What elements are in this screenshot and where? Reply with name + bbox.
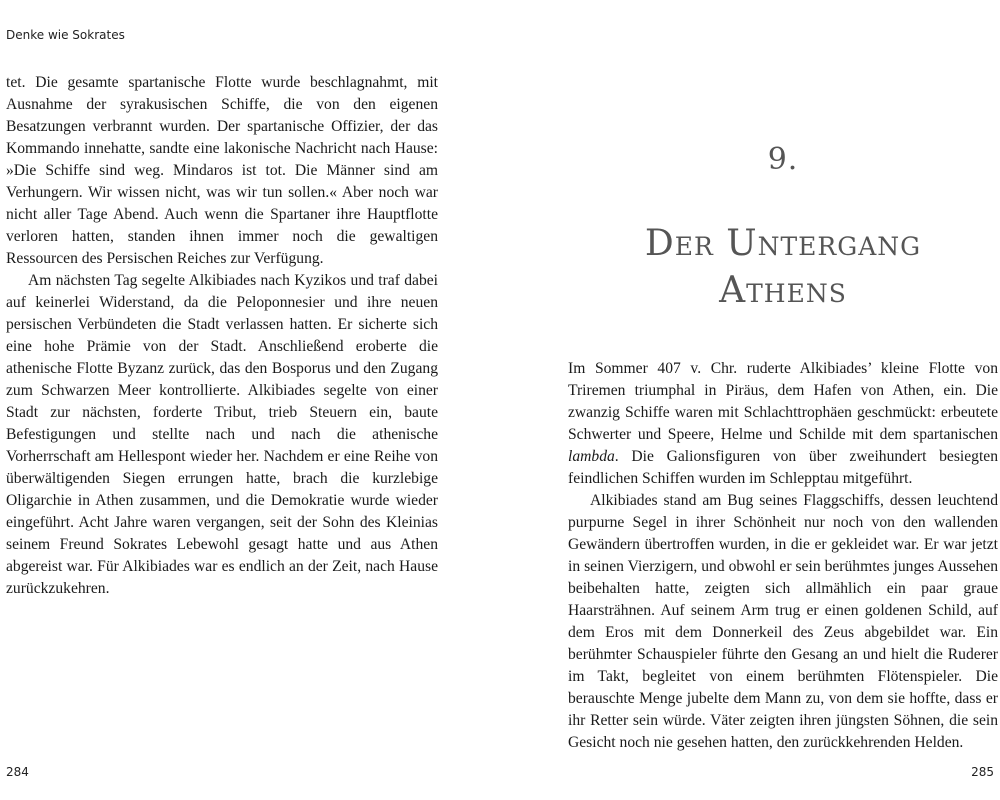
lambda-italic: lambda [568,448,615,465]
running-head: Denke wie Sokrates [6,28,125,42]
left-paragraph-1: tet. Die gesamte spartanische Flotte wurde beschlagnahmt, mit Ausnahme der syrakusischen Schiffe, die von den eigenen Besatzungen verbrannt wurden. Der spartanische Offizier, der das Kommando innehatte, sandte eine lakonische Nachricht nach Hause: »Die Schiffe sind weg. Mindaros ist tot. Die Männer sind am Verhungern. Wir wissen nicht, was wir tun sollen.« Aber noch war nicht aller Tage Abend. Auch wenn die Spartaner ihre Hauptflotte verloren hatten, standen ihnen immer noch die gewaltigen Ressourcen des Persischen Reiches zur Verfügung. [6,74,438,267]
chapter-title-line-2: Athens [719,270,847,311]
right-paragraph-1-part-b: . Die Galionsfiguren von über zweihundert besiegten feindlichen Schiffen wurden im Schlepptau mitgeführt. [568,448,998,487]
right-paragraph-2: Alkibiades stand am Bug seines Flaggschiffs, dessen leuchtend purpurne Segel in ihrer Schönheit nur noch von den wallenden Gewändern übertroffen wurden, in die er gekleidet war. Er war jetzt in seinen Vierzigern, und obwohl er sein berühmtes junges Aussehen beibehalten hatte, zeigten sich allmählich ein paar graue Haarsträhnen. Auf seinem Arm trug er einen goldenen Schild, auf dem Eros mit dem Donnerkeil des Zeus abgebildet war. Ein berühmter Schauspieler führte den Gesang an und hielt die Ruderer im Takt, begleitet von einem berühmten Flötenspieler. Die berauschte Menge jubelte dem Mann zu, von dem sie hoffte, dass er ihr Retter sein würde. Väter zeigten ihren jüngsten Söhnen, die sein Gesicht noch nie gesehen hatten, den zurückkehrenden Helden. [568,492,998,751]
chapter-title-line-1: Der Untergang [644,223,922,264]
left-page-text [6,72,438,600]
right-page-text [568,358,998,754]
left-paragraph-2: Am nächsten Tag segelte Alkibiades nach Kyzikos und traf dabei auf keinerlei Widerstand, da die Peloponnesier und ihre neuen persischen Verbündeten die Stadt verlassen hatten. Er sicherte sich eine hohe Prämie von der Stadt. Anschließend eroberte die athenische Flotte Byzanz zurück, das den Bosporus und den Zugang zum Schwarzen Meer kontrollierte. Alkibiades segelte von einer Stadt zur nächsten, forderte Tribut, trieb Steuern ein, baute Befestigungen und stellte nach und nach die athenische Vorherrschaft am Hellespont wieder her. Nachdem er eine Reihe von überwältigenden Siegen errungen hatte, brach die kurzlebige Oligarchie in Athen zusammen, und die Demokratie wurde wieder eingeführt. Acht Jahre waren vergangen, seit der Sohn des Kleinias seinem Freund Sokrates Lebewohl gesagt hatte und aus Athen abgereist war. Für Alkibiades war es endlich an der Zeit, nach Hause zurückzukehren. [6,272,438,597]
right-paragraph-1-part-a: Im Sommer 407 v. Chr. ruderte Alkibiades’ kleine Flotte von Triremen triumphal in Piräus, dem Hafen von Athen, ein. Die zwanzig Schiffe waren mit Schlachttrophäen geschmückt: erbeutete Schwerter und Speere, Helme und Schilde mit dem spartanischen [568,360,998,443]
chapter-title [583,220,983,314]
page-number-left: 284 [6,765,29,779]
chapter-number: 9. [767,142,799,177]
right-paragraph-1 [568,358,998,490]
page-number-right: 285 [971,765,994,779]
